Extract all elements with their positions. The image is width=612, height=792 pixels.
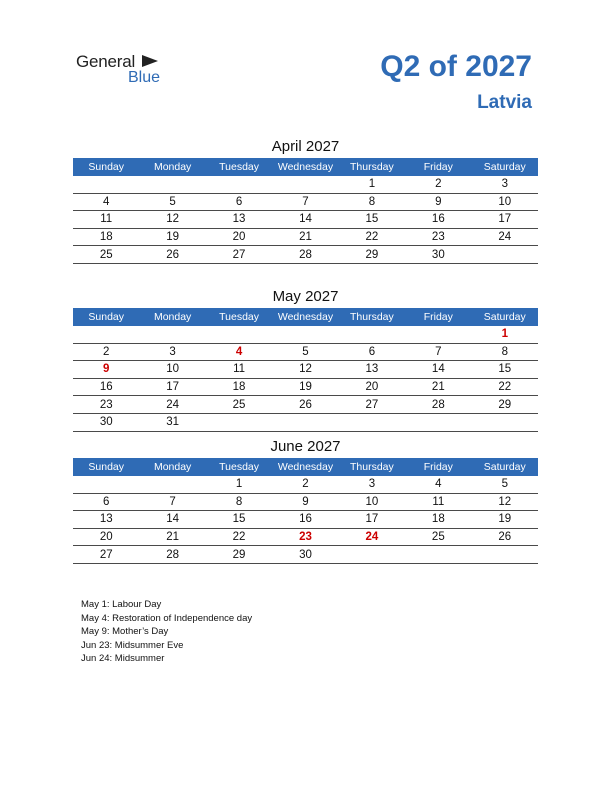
day-cell: 20 [73, 528, 139, 546]
day-cell: 28 [405, 396, 471, 414]
empty-day-cell [405, 326, 471, 343]
weekday-header-row [73, 308, 538, 326]
day-cell: 2 [272, 476, 338, 493]
weekday-header: Sunday [73, 158, 139, 176]
holiday-note: May 1: Labour Day [81, 599, 162, 610]
day-cell: 26 [272, 396, 338, 414]
day-cell: 11 [405, 493, 471, 511]
week-row [73, 343, 538, 361]
day-cell: 29 [339, 246, 405, 264]
day-cell: 15 [472, 361, 538, 379]
day-cell: 23 [272, 528, 338, 546]
month-april [73, 136, 538, 264]
day-cell: 5 [139, 193, 205, 211]
empty-day-cell [206, 413, 272, 431]
day-cell: 19 [139, 228, 205, 246]
day-cell: 30 [73, 413, 139, 431]
day-cell: 13 [206, 211, 272, 229]
holiday-note: Jun 23: Midsummer Eve [81, 639, 184, 651]
week-row [73, 326, 538, 343]
day-cell: 24 [472, 228, 538, 246]
day-cell: 3 [472, 176, 538, 193]
day-cell: 6 [73, 493, 139, 511]
day-cell: 27 [339, 396, 405, 414]
week-row [73, 176, 538, 193]
day-cell: 25 [73, 246, 139, 264]
week-row [73, 546, 538, 564]
weekday-header: Monday [139, 458, 205, 476]
empty-day-cell [472, 246, 538, 264]
weekday-header: Wednesday [272, 158, 338, 176]
day-cell: 31 [139, 413, 205, 431]
day-cell: 18 [405, 511, 471, 529]
day-cell: 27 [73, 546, 139, 564]
day-cell: 20 [206, 228, 272, 246]
day-cell: 8 [339, 193, 405, 211]
day-cell: 16 [73, 378, 139, 396]
day-cell: 8 [206, 493, 272, 511]
day-cell: 1 [472, 326, 538, 343]
month-title: May 2027 [272, 288, 339, 305]
week-row [73, 211, 538, 229]
weekday-header: Monday [139, 308, 205, 326]
flag-icon [142, 54, 158, 68]
month-title: April 2027 [271, 138, 340, 155]
day-cell: 1 [206, 476, 272, 493]
day-cell: 23 [73, 396, 139, 414]
weekday-header-row [73, 158, 538, 176]
day-cell: 5 [272, 343, 338, 361]
country-name: Latvia [477, 92, 532, 113]
empty-day-cell [272, 176, 338, 193]
empty-day-cell [73, 476, 139, 493]
day-cell: 12 [472, 493, 538, 511]
empty-day-cell [405, 546, 471, 564]
day-cell: 17 [472, 211, 538, 229]
empty-day-cell [405, 413, 471, 431]
day-cell: 4 [73, 193, 139, 211]
day-cell: 8 [472, 343, 538, 361]
day-cell: 6 [339, 343, 405, 361]
empty-day-cell [472, 546, 538, 564]
day-cell: 23 [405, 228, 471, 246]
empty-day-cell [206, 326, 272, 343]
empty-day-cell [272, 413, 338, 431]
day-cell: 22 [472, 378, 538, 396]
calendar-table [73, 158, 538, 264]
day-cell: 13 [339, 361, 405, 379]
weekday-header: Saturday [472, 308, 538, 326]
day-cell: 14 [405, 361, 471, 379]
day-cell: 30 [272, 546, 338, 564]
day-cell: 9 [272, 493, 338, 511]
week-row [73, 493, 538, 511]
day-cell: 2 [405, 176, 471, 193]
empty-day-cell [339, 326, 405, 343]
holiday-note: May 4: Restoration of Independence day [81, 612, 253, 624]
day-cell: 28 [139, 546, 205, 564]
day-cell: 25 [206, 396, 272, 414]
day-cell: 21 [272, 228, 338, 246]
empty-day-cell [339, 546, 405, 564]
day-cell: 10 [139, 361, 205, 379]
holiday-note: Jun 24: Midsummer [81, 653, 165, 664]
holiday-notes [81, 598, 252, 666]
weekday-header: Monday [139, 158, 205, 176]
day-cell: 17 [339, 511, 405, 529]
week-row [73, 528, 538, 546]
day-cell: 4 [405, 476, 471, 493]
day-cell: 16 [405, 211, 471, 229]
day-cell: 24 [339, 528, 405, 546]
page-title: Q2 of 2027 [380, 50, 532, 83]
week-row [73, 228, 538, 246]
day-cell: 19 [472, 511, 538, 529]
day-cell: 7 [272, 193, 338, 211]
day-cell: 7 [139, 493, 205, 511]
weekday-header: Thursday [339, 158, 405, 176]
empty-day-cell [339, 413, 405, 431]
week-row [73, 511, 538, 529]
empty-day-cell [139, 176, 205, 193]
weekday-header: Friday [405, 158, 471, 176]
day-cell: 9 [73, 361, 139, 379]
day-cell: 28 [272, 246, 338, 264]
day-cell: 22 [339, 228, 405, 246]
calendar-table [73, 308, 538, 432]
day-cell: 11 [206, 361, 272, 379]
empty-day-cell [272, 326, 338, 343]
day-cell: 29 [206, 546, 272, 564]
week-row [73, 378, 538, 396]
day-cell: 16 [272, 511, 338, 529]
weekday-header-row [73, 458, 538, 476]
day-cell: 24 [139, 396, 205, 414]
day-cell: 20 [339, 378, 405, 396]
day-cell: 27 [206, 246, 272, 264]
day-cell: 5 [472, 476, 538, 493]
day-cell: 10 [472, 193, 538, 211]
day-cell: 11 [73, 211, 139, 229]
empty-day-cell [206, 176, 272, 193]
empty-day-cell [472, 413, 538, 431]
day-cell: 15 [339, 211, 405, 229]
week-row [73, 246, 538, 264]
calendar-table [73, 458, 538, 564]
week-row [73, 476, 538, 493]
day-cell: 9 [405, 193, 471, 211]
day-cell: 29 [472, 396, 538, 414]
weekday-header: Wednesday [272, 308, 338, 326]
logo [76, 52, 176, 88]
weekday-header: Sunday [73, 458, 139, 476]
day-cell: 26 [472, 528, 538, 546]
day-cell: 12 [139, 211, 205, 229]
day-cell: 3 [339, 476, 405, 493]
empty-day-cell [73, 326, 139, 343]
day-cell: 6 [206, 193, 272, 211]
empty-day-cell [139, 476, 205, 493]
day-cell: 18 [73, 228, 139, 246]
day-cell: 21 [139, 528, 205, 546]
day-cell: 13 [73, 511, 139, 529]
weekday-header: Tuesday [206, 308, 272, 326]
day-cell: 14 [139, 511, 205, 529]
day-cell: 25 [405, 528, 471, 546]
logo-blue-text: Blue [128, 69, 161, 86]
day-cell: 12 [272, 361, 338, 379]
holiday-note: May 9: Mother’s Day [81, 626, 169, 637]
month-may [73, 286, 538, 432]
weekday-header: Friday [405, 458, 471, 476]
day-cell: 30 [405, 246, 471, 264]
day-cell: 7 [405, 343, 471, 361]
day-cell: 18 [206, 378, 272, 396]
weekday-header: Tuesday [206, 458, 272, 476]
day-cell: 21 [405, 378, 471, 396]
day-cell: 3 [139, 343, 205, 361]
week-row [73, 361, 538, 379]
day-cell: 19 [272, 378, 338, 396]
day-cell: 14 [272, 211, 338, 229]
weekday-header: Thursday [339, 458, 405, 476]
month-june [73, 436, 538, 564]
day-cell: 10 [339, 493, 405, 511]
day-cell: 2 [73, 343, 139, 361]
weekday-header: Wednesday [272, 458, 338, 476]
empty-day-cell [73, 176, 139, 193]
weekday-header: Tuesday [206, 158, 272, 176]
weekday-header: Sunday [73, 308, 139, 326]
day-cell: 26 [139, 246, 205, 264]
logo-general-text: General [76, 52, 136, 71]
weekday-header: Friday [405, 308, 471, 326]
day-cell: 17 [139, 378, 205, 396]
day-cell: 22 [206, 528, 272, 546]
week-row [73, 193, 538, 211]
weekday-header: Saturday [472, 458, 538, 476]
week-row [73, 396, 538, 414]
day-cell: 15 [206, 511, 272, 529]
month-title: June 2027 [270, 438, 341, 455]
weekday-header: Thursday [339, 308, 405, 326]
empty-day-cell [139, 326, 205, 343]
weekday-header: Saturday [472, 158, 538, 176]
day-cell: 4 [206, 343, 272, 361]
day-cell: 1 [339, 176, 405, 193]
week-row [73, 413, 538, 431]
